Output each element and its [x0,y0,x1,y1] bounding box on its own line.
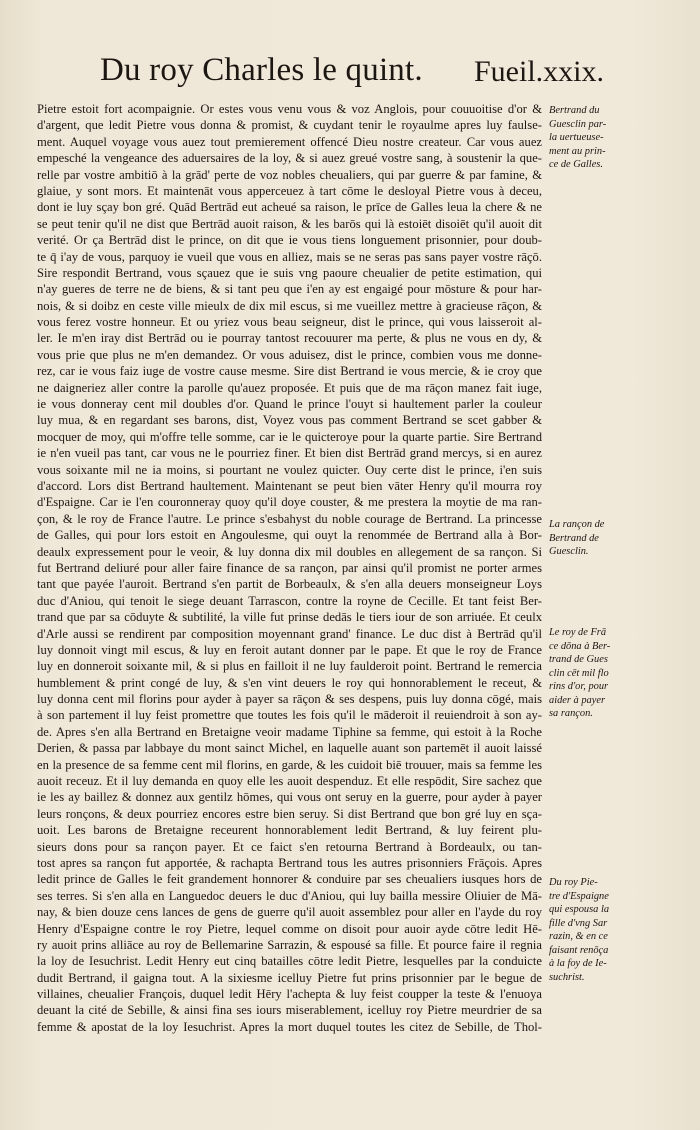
margin-note-line: suchrist. [549,971,585,983]
text-line: verité. Or ça Bertrād dist le prince, on dit que ie vous tiens longuement prisonnier, pour doub- [37,233,542,248]
text-line: ie vous donneray cent mil doubles d'or. Quand le prince l'ouyt si haultement parler la couleur [37,397,542,412]
text-line: relle par vostre ambitiō à la grād' perte de voz nobles cheualiers, qui par guerre & par famine, & [37,167,542,182]
margin-note-king-gift [549,626,651,721]
margin-note-line: à la foy de Ie- [549,958,607,969]
text-line: uoit. Les barons de Bretaigne receurent honnorablement ledit Bertrand, & luy feirent plu- [37,823,542,838]
text-line: la loy de Iesuchrist. Ledit Henry eut cinq batailles cōtre ledit Pietre, lesquelles par la conduicte [37,954,542,969]
text-line: glaiue, y sont mors. Et maintenāt vous apperceuez à tart cōme le desloyal Pietre vous à deceu, [37,183,542,198]
margin-note-line: aider à payer [549,694,605,706]
text-line: rez, car ie vous faiz iuge de vostre cause mesme. Sire dist Bertrand ie vous mercie, & ie croy que [37,364,542,379]
margin-note-line: Du roy Pie- [549,877,598,888]
margin-note-line: qui espousa la [549,904,610,915]
text-line: d'Arle aussi se rendirent par composition moyennant grand' finance. Le duc dist à Bertrād qu'il [37,626,542,641]
text-line: ry auoit prins alliāce au roy de Bellemarine Sarrazin, & espousé sa fille. Et pource faire il regnia [37,937,542,952]
text-line: te q̄ i'ay de vous, parquoy ie vueil que vous en alliez, mais se ne seras pas sans payer vostre rāçō. [37,249,542,264]
text-line: ie les ay baillez & donnez aux gentilz hōmes, qui vous ont seruy en la guerre, pour ayder à payer [37,790,542,805]
margin-note-line: clin cēt mil flo [549,667,609,679]
text-line: dont ie luy sçay bon gré. Quād Bertrād eut acheué sa raison, le prīce de Galles leua la chere & ne [37,200,542,215]
text-line: se peut tenir qu'il ne dist que Bertrād auoit raison, & les barōs qui là estoiēt disoiēt qu'il auoit dit [37,216,542,231]
text-line: nay, & bien douze cens lances de gens de guerre qu'il auoit assemblez pour aller en l'ayde du roy [37,905,542,920]
running-head-title: Du roy Charles le quint. [100,52,423,88]
margin-note-line: Le roy de Frā [549,627,607,638]
margin-note-line: ce de Galles. [549,159,603,170]
text-line: duc d'Aniou, qui tenoit le siege deuant Tarrascon, contre la royne de Cecille. Et tant feist Ber- [37,593,542,608]
text-line: humblement & print congé de luy, & s'en vint deuers le roy qui honnorablement le receut, & [37,675,542,690]
text-line: tost apres sa rançon fut apportée, & rachapta Bertrand tous les autres prisonniers Frāçois. Apres [37,855,542,870]
text-line: Henry d'Espaigne contre le roy Pietre, lequel comme on disoit pour auoir ayde cōtre ledit Hē- [37,921,542,936]
text-line: Pietre estoit fort acompaignie. Or estes vous venu vous & voz Anglois, pour couuoitise d'or & [37,102,542,116]
margin-note-line: razin, & en ce [549,931,608,942]
text-line: villaines, cheualier François, duquel ledit Hēry l'achepta & luy feist coupper la teste & l'enuoya [37,987,542,1002]
text-line: n'ay gueres de terre ne de biens, & si tant peu que i'en ay est engaigé pour mōsture & pour har- [37,282,542,297]
text-line: fut Bertrand deliuré pour aller faire finance de sa rançon, par ainsi qu'il promist ne porter armes [37,560,542,575]
margin-note-line: Bertrand de [549,532,599,544]
margin-note-line: ment au prin- [549,145,606,157]
text-line: deuant la cité de Sebille, & ainsi fina ses iours miserablement, icelluy roy Pietre meurdrier de sa [37,1003,542,1018]
margin-note-king-pietre [549,876,651,984]
text-line: deaulx expressement pour le veoir, & luy donna dix mil doubles en allegement de sa rançon. Si [37,544,542,559]
text-line: ledit prince de Galles le feit grandement honnorer & conduire par ses cheualiers iusques hors de [37,872,542,887]
text-line: de Galles, qui pour lors estoit en Angoulesme, qui ouyt la renommée de Bertrand alla à Bor- [37,528,542,543]
text-line: luy en donneroit soixante mil, & si plus en failloit il ne luy faulderoit point. Bertrand le remercia [37,659,542,674]
text-line: femme & apostat de la loy Iesuchrist. Apres la mort duquel toutes les citez de Sebille, de Thol- [37,1019,542,1034]
margin-note-line: la uertueuse- [549,132,604,143]
text-line: ment. Auquel voyage vous auez tout premierement offencé Dieu nostre createur. Car vous auez [37,134,542,149]
text-line: vous ferez vostre honneur. Et ou yriez vous beau seigneur, dist le prince, qui vous laisseroit al- [37,315,542,330]
text-line: auoit receuz. Et il luy demanda en quoy elle les auoit despenduz. Et elle respōdit, Sire sachez que [37,774,542,789]
text-line: nois, & si doibz en ceste ville mieulx de dix mil escus, si me vueillez mettre à gracieuse rāçon, & [37,298,542,313]
text-line: Derien, & passa par labbaye du mont sainct Michel, en laquelle auant son partemēt il auoit laissé [37,741,542,756]
margin-note-line: Guesclin par- [549,118,607,130]
text-line: dudit Bertrand, il gaigna tout. A la sixiesme icelluy Pietre fut prins prisonnier par le begue de [37,970,542,985]
text-line: de. Apres s'en alla Bertrand en Bretaigne veoir madame Tiphine sa femme, qui estoit à la Roche [37,724,542,739]
margin-note-ransom [549,518,651,559]
text-line: luy mua, & en regardant ses barons, dist, Voyez vous pas comment Bertrand se scet gabber & [37,413,542,428]
text-line: sieurs dons pour sa rançon payer. Et ce faict s'en retourna Bertrand à Bordeaulx, ou tan- [37,839,542,854]
margin-note-line: tre d'Espaigne [549,890,609,902]
margin-note-ransom-speech [549,104,651,172]
text-line: empesché la vengeance des aduersaires de la loy, & si auez greué vostre sang, à soustenir la que- [37,151,542,166]
margin-note-line: faisant renōça [549,944,609,956]
text-line: vous prie que plus ne m'en demandez. Or vous aduisez, dist le prince, combien vous me donne- [37,347,542,362]
text-line: ler. Ie m'en iray dist Bertrād ou ie pourray tantost recouurer ma perte, & plus ne vous en dy, & [37,331,542,346]
main-text-column [37,101,542,1035]
margin-note-line: Guesclin. [549,546,589,557]
text-line: à son partement il luy feist promettre que toutes les fois qu'il le māderoit il reuiendroit à son ay- [37,708,542,723]
text-line: luy donna cent mil florins pour ayder à payer sa rāçon & ses despens, puis luy donna cōgé, mais [37,692,542,707]
text-line: vous soixante mil ne ia moins, si pourtant ne voulez quicter. Ouy certe dist le prince, i'en suis [37,462,542,477]
text-line: d'Espaigne. Car ie l'en couronneray quoy qu'il doye couster, & me prestera la moytie de ma ran- [37,495,542,510]
text-line: ie n'en vueil pas tant, car vous ne le pourriez finer. Et bien dist Bertrād grand mercys, si en aurez [37,446,542,461]
text-line: çon, & le roy de France l'autre. Le prince s'esbahyst du noble courage de Bertrand. La princesse [37,511,542,526]
text-line: ses terres. Si s'en alla en Languedoc deuers le duc d'Aniou, qui luy bailla messire Oliuier de Mā- [37,888,542,903]
text-line: d'accord. Lors dist Bertrand haultement. Maintenant se peut bien vāter Henry qu'il mourra roy [37,478,542,493]
folio-number: Fueil.xxix. [474,55,605,88]
text-line: Sire respondit Bertrand, vous sçauez que ie suis vng paoure cheualier de petite estimation, qui [37,265,542,280]
text-line: luy donnoit vingt mil escus, & luy en feroit autant donner par le pape. Et que le roy de France [37,642,542,657]
margin-note-line: ce dōna à Ber- [549,640,611,652]
text-line: mocquer de moy, qui m'offre telle somme, car ie le quicteroye pour la quarte partie. Sire Bertrand [37,429,542,444]
text-line: en la presence de sa femme cent mil florins, en garde, & les cuidoit biē trouuer, mais sa femme les [37,757,542,772]
text-line: d'argent, que ledit Pietre vous donna & promist, & cuydant tenir le royaulme apres luy faulse- [37,118,542,133]
margin-note-line: La rançon de [549,519,605,530]
text-line: trand que par sa cōduyte & subtilité, la ville fut prinse dedās le tiers iour de son arriuée. Et ceulx [37,610,542,625]
margin-note-line: trand de Gues [549,654,608,665]
margin-note-line: fille d'vng Sar [549,917,608,929]
text-line: tant que payée l'auroit. Bertrand s'en partit de Borbeaulx, & s'en alla deuers monseigneur Loys [37,577,542,592]
text-line: leurs ronçons, & deux pourriez encores estre bien seruy. Si dist Bertrand que bon gré luy en sça- [37,806,542,821]
margin-note-line: Bertrand du [549,105,600,116]
margin-note-line: rins d'or, pour [549,681,609,692]
text-line: ne daigneriez aller contre la parolle qu'auez proposée. Et puis que de ma rāçon manez fait iuge, [37,380,542,395]
margin-note-line: sa rançon. [549,708,593,719]
